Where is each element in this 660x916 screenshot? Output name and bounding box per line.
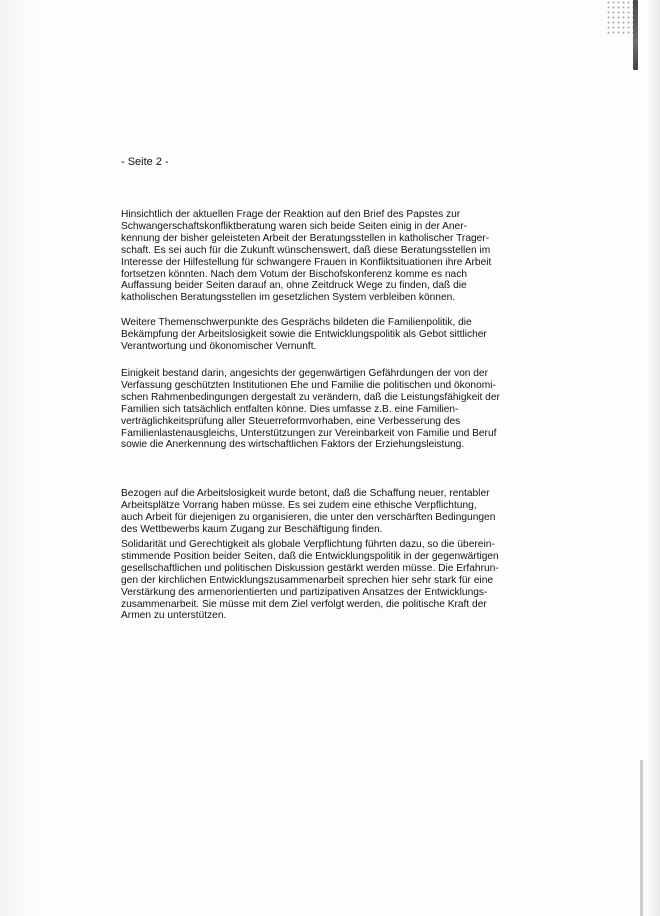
text-line: Verstärkung des armenorientierten und partizipativen Ansatzes der Entwicklungs- [121, 586, 488, 598]
text-line: kennung der bisher geleisteten Arbeit der Beratungsstellen in katholischer Trager- [121, 232, 490, 244]
text-line: schen Rahmenbedingungen dergestalt zu verändern, daß die Leistungsfähigkeit der [121, 391, 500, 403]
paragraph-unemployment [121, 488, 495, 536]
text-line: Bezogen auf die Arbeitslosigkeit wurde betont, daß die Schaffung neuer, rentabler [121, 488, 490, 499]
text-line: schaft. Es sei auch für die Zukunft wünschenswert, daß diese Beratungsstellen im [121, 244, 491, 256]
scan-artifact-edge-mark [633, 0, 638, 70]
text-line: Auffassung beider Seiten darauf an, ohne Zeitdruck Wege zu finden, daß die [121, 280, 467, 292]
text-line: Bekämpfung der Arbeitslosigkeit sowie die Entwicklungspolitik als Gebot sittlicher [121, 328, 487, 340]
text-line: Interesse der Hilfestellung für schwangere Frauen in Konfliktsituationen ihre Arbeit [121, 256, 492, 268]
scan-artifact-edge-line [640, 760, 643, 916]
page-number-header: - Seite 2 - [121, 156, 169, 168]
scan-shadow-right [646, 0, 660, 916]
paragraph-main-topics [121, 317, 487, 353]
text-line: Solidarität und Gerechtigkeit als globale Verpflichtung führten dazu, so die überein- [121, 539, 495, 550]
text-line: Verantwortung und ökonomischer Vernunft. [121, 340, 317, 352]
paragraph-development-policy [121, 539, 499, 622]
text-line: Familienlastenausgleichs, Unterstützungen zur Vereinbarkeit von Familie und Beruf [121, 427, 497, 439]
text-line: Weitere Themenschwerpunkte des Gesprächs bildeten die Familienpolitik, die [121, 317, 472, 328]
text-line: gen der kirchlichen Entwicklungszusammenarbeit sprechen hier sehr stark für eine [121, 574, 494, 586]
text-line: katholischen Beratungsstellen im gesetzlichen System verbleiben können. [121, 292, 456, 304]
text-line: Hinsichtlich der aktuellen Frage der Reaktion auf den Brief des Papstes zur [121, 209, 461, 220]
text-line: verträglichkeitsprüfung aller Steuerreformvorhaben, eine Verbesserung des [121, 415, 461, 427]
text-line: zusammenarbeit. Sie müsse mit dem Ziel verfolgt werden, die politische Kraft der [121, 598, 487, 610]
text-line: Schwangerschaftskonfliktberatung waren sich beide Seiten einig in der Aner- [121, 220, 468, 232]
text-line: stimmende Position beider Seiten, daß die Entwicklungspolitik in der gegenwärtigen [121, 550, 499, 562]
paragraph-pregnancy-counseling [121, 209, 491, 304]
text-line: gesellschaftlichen und politischen Diskussion gestärkt werden müsse. Die Erfahrun- [121, 562, 499, 574]
scan-shadow-left [0, 0, 40, 916]
paragraph-family-policy [121, 368, 500, 451]
text-line: Verfassung geschützten Institutionen Ehe und Familie die politischen und ökonomi- [121, 379, 496, 391]
text-line: sowie die Anerkennung des wirtschaftlichen Faktors der Erziehungsleistung. [121, 439, 465, 451]
text-line: des Wettbewerbs kaum Zugang zur Beschäftigung finden. [121, 523, 383, 535]
text-line: auch Arbeit für diejenigen zu organisieren, die unter den verschärften Bedingungen [121, 511, 496, 523]
scan-artifact-dots [606, 0, 634, 36]
text-line: Einigkeit bestand darin, angesichts der gegenwärtigen Gefährdungen der von der [121, 368, 488, 379]
text-line: fortsetzen könnten. Nach dem Votum der Bischofskonferenz komme es nach [121, 268, 467, 280]
text-line: Armen zu unterstützen. [121, 610, 227, 622]
text-line: Familien sich tatsächlich entfalten könne. Dies umfasse z.B. eine Familien- [121, 403, 459, 415]
text-line: Arbeitsplätze Vorrang haben müsse. Es sei zudem eine ethische Verpflichtung, [121, 499, 477, 511]
